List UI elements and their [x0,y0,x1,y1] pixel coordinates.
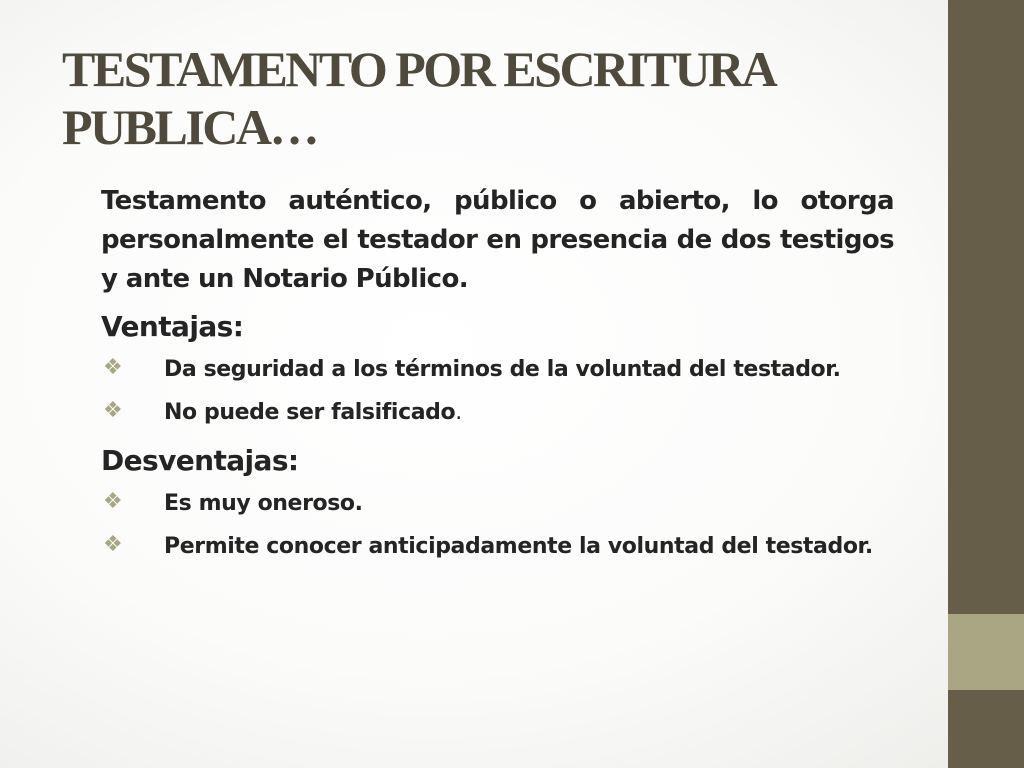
slide-body [101,182,894,573]
disadvantages-list [101,487,894,563]
list-item [101,396,894,429]
slide-title [62,40,922,156]
disadvantages-heading: Desventajas: [101,444,299,477]
bullet-period: . [455,400,462,425]
advantages-list [101,353,894,429]
slide-title-line-1: TESTAMENTO POR ESCRITURA [62,41,776,97]
diamond-cluster-icon: ❖ [103,532,123,557]
list-item [101,487,894,520]
bullet-text: Da seguridad a los términos de la voluntad del testador. [164,357,841,382]
diamond-cluster-icon: ❖ [103,398,123,423]
list-item [101,530,894,563]
bullet-text: Es muy oneroso. [164,491,363,516]
diamond-cluster-icon: ❖ [103,489,123,514]
intro-paragraph: Testamento auténtico, público o abierto, lo otorga personalmente el testador en presencia de dos testigos y ante un Notario Público. [101,186,894,294]
list-item [101,353,894,386]
side-accent-square [948,614,1024,690]
slide-title-line-2: PUBLICA… [62,99,318,155]
bullet-text: Permite conocer anticipadamente la voluntad del testador. [164,534,873,559]
diamond-cluster-icon: ❖ [103,355,123,380]
bullet-text: No puede ser falsificado [164,400,456,425]
advantages-heading: Ventajas: [101,310,244,343]
